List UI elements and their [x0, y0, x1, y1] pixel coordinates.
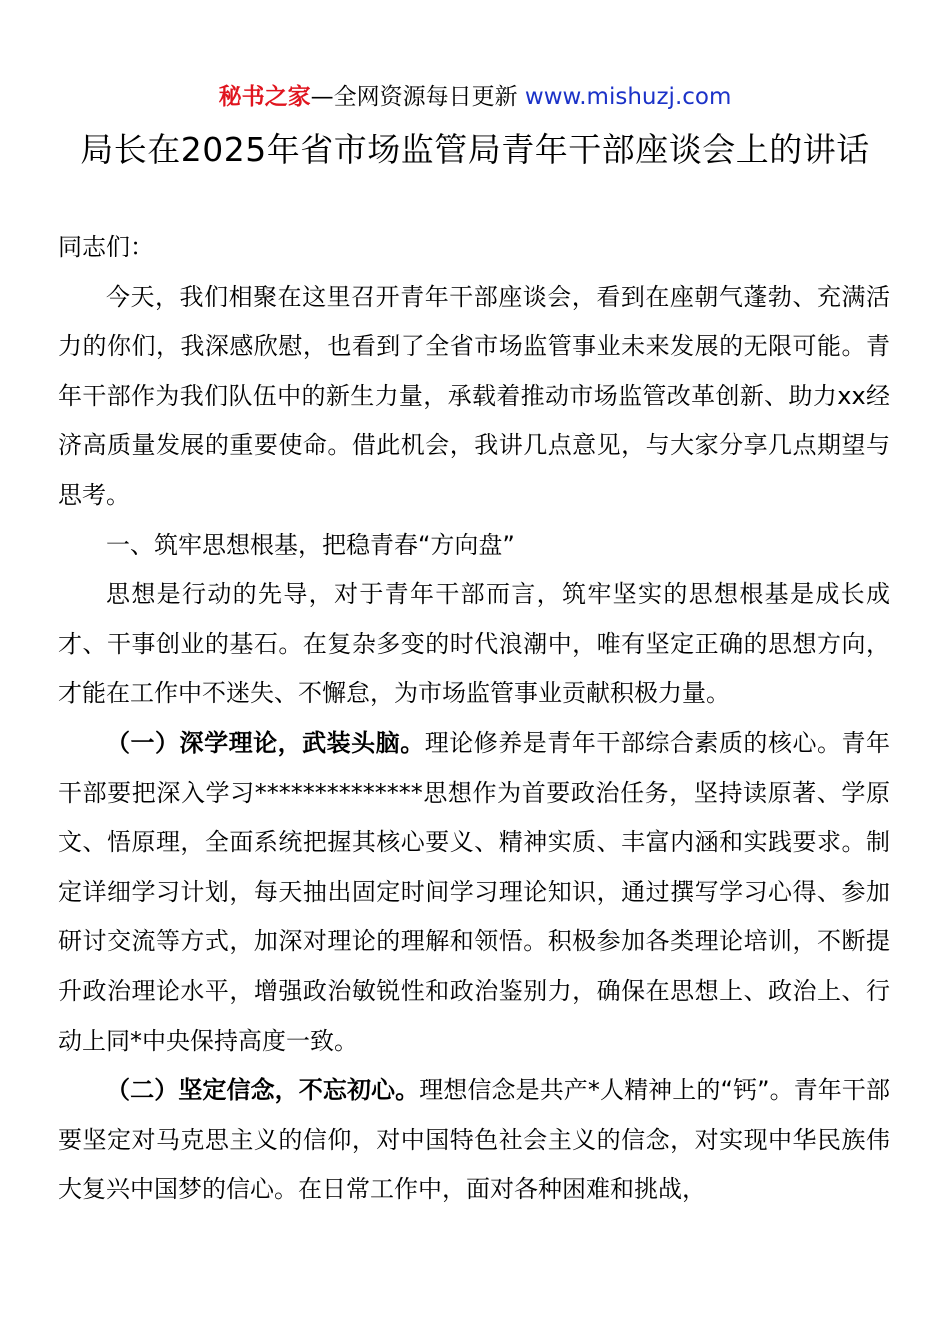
subsection-2-body: 理想信念是共产*人精神上的“钙”。青年干部要坚定对马克思主义的信仰，对中国特色社会主义的信念，对实现中华民族伟大复兴中国梦的信心。在日常工作中，面对各种困难和挑战， — [58, 1076, 890, 1204]
subsection-1-body: 理论修养是青年干部综合素质的核心。青年干部要把深入学习**************思想作为首要政治任务，坚持读原著、学原文、悟原理，全面系统把握其核心要义、精神实质、丰富内涵和实践要求。制定详细学习计划，每天抽出固定时间学习理论知识，通过撰写学习心得、参加研讨交流等方式，加深对理论的理解和领悟。积极参加各类理论培训，不断提升政治理论水平，增强政治敏锐性和政治鉴别力，确保在思想上、政治上、行动上同*中央保持高度一致。 — [58, 728, 891, 1055]
banner-url[interactable]: www.mishuzj.com — [524, 84, 732, 110]
banner-brand: 秘书之家 — [218, 84, 311, 110]
site-banner — [0, 80, 950, 114]
section-1-paragraph: 思想是行动的先导，对于青年干部而言，筑牢坚实的思想根基是成长成才、干事创业的基石。在复杂多变的时代浪潮中，唯有坚定正确的思想方向，才能在工作中不迷失、不懈怠，为市场监管事业贡献积极力量。 — [58, 580, 890, 708]
subsection-2-paragraph — [58, 1066, 890, 1215]
intro-paragraph: 今天，我们相聚在这里召开青年干部座谈会，看到在座朝气蓬勃、充满活力的你们，我深感欣慰，也看到了全省市场监管事业未来发展的无限可能。青年干部作为我们队伍中的新生力量，承载着推动市场监管改革创新、助力xx经济高质量发展的重要使命。借此机会，我讲几点意见，与大家分享几点期望与思考。 — [58, 282, 890, 509]
subsection-2-lead: （二）坚定信念，不忘初心。 — [106, 1076, 420, 1105]
banner-tagline: —全网资源每日更新 — [310, 84, 518, 110]
subsection-1-paragraph — [58, 719, 890, 1066]
document-title: 局长在2025年省市场监管局青年干部座谈会上的讲话 — [80, 130, 870, 169]
salutation: 同志们： — [58, 233, 154, 261]
section-heading-1: 一、筑牢思想根基，把稳青春“方向盘” — [106, 530, 515, 559]
subsection-1-lead: （一）深学理论，武装头脑。 — [106, 728, 425, 757]
document-body — [58, 223, 890, 1215]
